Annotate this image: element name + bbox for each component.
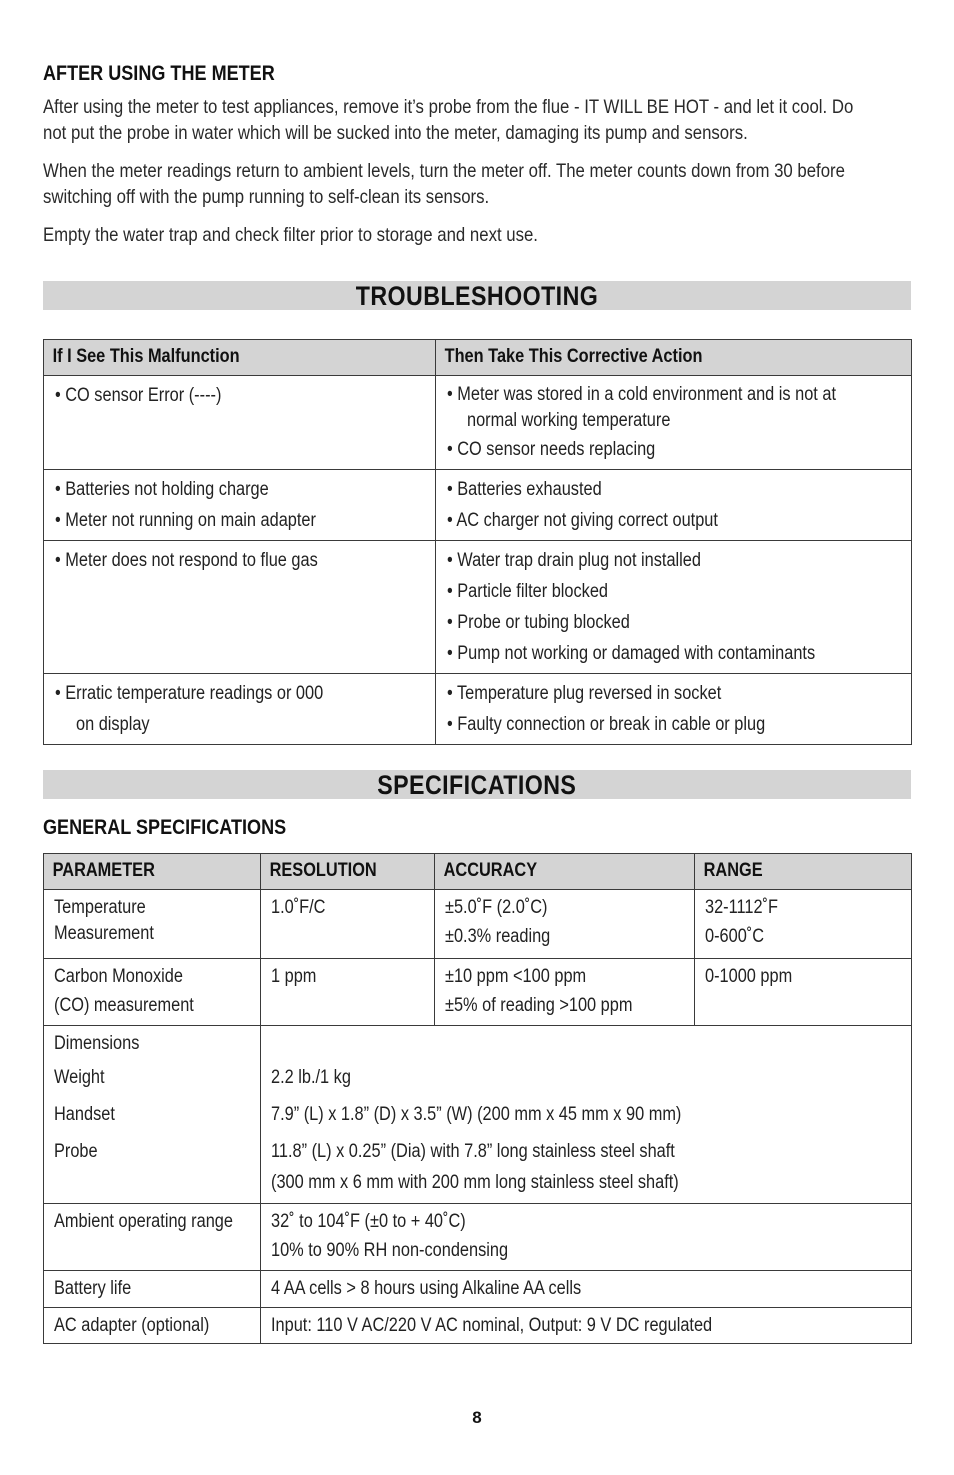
malfunction-cell [44,674,436,745]
list-item: • Probe or tubing blocked [447,612,630,633]
value-cell: 4 AA cells > 8 hours using Alkaline AA cells [261,1271,912,1308]
specifications-banner: SPECIFICATIONS [43,770,911,799]
header-resolution: RESOLUTION [261,854,435,890]
malfunction-cell [44,376,436,470]
page-number: 8 [472,1408,482,1427]
range-cell: 0-1000 ppm [695,959,912,1026]
troubleshooting-table [43,339,912,745]
table-row [44,959,912,1026]
table-header-row [44,854,912,890]
resolution-cell: 1 ppm [261,959,435,1026]
header-parameter: PARAMETER [44,854,261,890]
list-item: • Meter does not respond to flue gas [55,550,318,571]
parameter-cell: Battery life [44,1271,261,1308]
parameter-cell: AC adapter (optional) [44,1308,261,1344]
table-row [44,470,912,541]
table-header-row [44,340,912,376]
value-cell: Input: 110 V AC/220 V AC nominal, Output: 9 V DC regulated [261,1308,912,1344]
table-row [44,1271,912,1308]
header-corrective-action: Then Take This Corrective Action [436,340,912,376]
specifications-table [43,853,912,1344]
after-using-paragraph-3: Empty the water trap and check filter prior to storage and next use. [43,224,538,246]
list-item: • Meter not running on main adapter [55,510,316,531]
list-item: • Batteries exhausted [447,479,602,500]
action-cell [436,376,912,470]
list-item: • Particle filter blocked [447,581,609,602]
general-specifications-heading: GENERAL SPECIFICATIONS [43,816,287,839]
list-item: • Erratic temperature readings or 000 [55,683,324,704]
after-using-heading: AFTER USING THE METER [43,62,275,85]
action-cell [436,674,912,745]
table-row [44,1026,912,1204]
accuracy-cell: ±5.0˚F (2.0˚C) ±0.3% reading [435,890,695,959]
list-item: • CO sensor Error (----) [55,385,222,406]
parameter-cell: Dimensions Weight Handset Probe [44,1026,261,1204]
parameter-cell: Ambient operating range [44,1204,261,1271]
list-item: • Water trap drain plug not installed [447,550,701,571]
list-item: • Temperature plug reversed in socket [447,683,722,704]
list-item: • CO sensor needs replacing [447,439,656,460]
table-row [44,890,912,959]
malfunction-cell [44,541,436,674]
table-row [44,541,912,674]
accuracy-cell: ±10 ppm <100 ppm ±5% of reading >100 ppm [435,959,695,1026]
value-cell: 32˚ to 104˚F (±0 to + 40˚C) 10% to 90% RH non-condensing [261,1204,912,1271]
header-range: RANGE [695,854,912,890]
range-cell: 32-1112˚F 0-600˚C [695,890,912,959]
troubleshooting-banner: TROUBLESHOOTING [43,281,911,310]
table-row [44,1204,912,1271]
value-cell: 2.2 lb./1 kg 7.9” (L) x 1.8” (D) x 3.5” (W) (200 mm x 45 mm x 90 mm) 11.8” (L) x 0.25” (Dia) with 7.8” long stainless steel shaft (300 mm x 6 mm with 200 mm long stainless steel shaft) [261,1026,912,1204]
table-row [44,376,912,470]
list-item-continuation: on display [76,714,150,735]
list-item: • AC charger not giving correct output [447,510,718,531]
header-accuracy: ACCURACY [435,854,695,890]
table-row [44,674,912,745]
resolution-cell: 1.0˚F/C [261,890,435,959]
header-malfunction: If I See This Malfunction [44,340,436,376]
parameter-cell: Temperature Measurement [44,890,261,959]
malfunction-cell [44,470,436,541]
list-item: • Meter was stored in a cold environment and is not at [447,384,837,405]
action-cell [436,470,912,541]
list-item: • Faulty connection or break in cable or plug [447,714,766,735]
after-using-paragraph-1: After using the meter to test appliances, remove it’s probe from the flue - IT WILL BE HOT - and let it cool. Do not put the probe in water which will be sucked into the meter, damaging its pump and sensors. [43,96,854,144]
list-item-continuation: normal working temperature [467,410,671,431]
after-using-paragraph-2: When the meter readings return to ambient levels, turn the meter off. The meter counts down from 30 before switching off with the pump running to self-clean its sensors. [43,160,845,208]
table-row [44,1308,912,1344]
parameter-cell: Carbon Monoxide (CO) measurement [44,959,261,1026]
list-item: • Batteries not holding charge [55,479,269,500]
list-item: • Pump not working or damaged with contaminants [447,643,816,664]
action-cell [436,541,912,674]
